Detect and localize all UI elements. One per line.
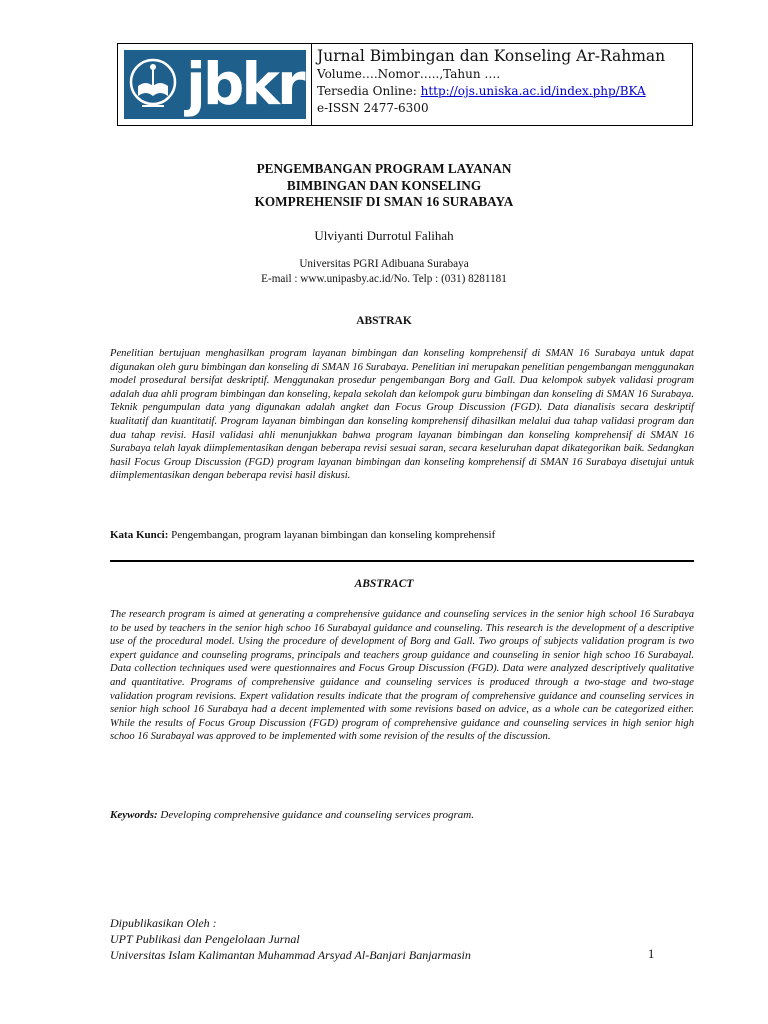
online-label: Tersedia Online: xyxy=(317,84,421,98)
book-emblem-icon xyxy=(128,56,178,112)
institution: Universitas PGRI Adibuana Surabaya xyxy=(299,258,469,270)
section-divider xyxy=(110,560,694,562)
keywords-text: Developing comprehensive guidance and counseling services program. xyxy=(157,809,474,821)
journal-url-link[interactable]: http://ojs.uniska.ac.id/index.php/BKA xyxy=(420,84,646,98)
logo-wordmark: jbkr xyxy=(186,50,303,118)
kata-kunci-text: Pengembangan, program layanan bimbingan dan konseling komprehensif xyxy=(168,529,496,541)
header-divider xyxy=(311,44,312,125)
kata-kunci-label: Kata Kunci: xyxy=(110,529,169,541)
title-line-2: BIMBINGAN DAN KONSELING xyxy=(286,177,482,193)
page-number: 1 xyxy=(648,947,655,961)
abstrak-heading: ABSTRAK xyxy=(356,315,412,327)
abstract-heading: ABSTRACT xyxy=(354,578,414,590)
journal-header xyxy=(117,43,693,126)
footer-line-2: UPT Publikasi dan Pengelolaan Jurnal xyxy=(110,932,300,946)
volume-line: Volume….Nomor…..,Tahun …. xyxy=(317,67,501,81)
title-line-1: PENGEMBANGAN PROGRAM LAYANAN xyxy=(256,161,512,176)
contact-info: E-mail : www.unipasby.ac.id/No. Telp : (031) 8281181 xyxy=(261,273,507,285)
author-name: Ulviyanti Durrotul Falihah xyxy=(314,228,454,243)
issn-line: e-ISSN 2477-6300 xyxy=(317,101,429,115)
affiliation xyxy=(0,257,768,287)
title-line-3: KOMPREHENSIF DI SMAN 16 SURABAYA xyxy=(254,194,514,209)
abstract-body: The research program is aimed at generating a comprehensive guidance and counseling services in the senior high school 16 Surabaya to be used by teachers in the senior high schoo 16 Surabayal guidance and counseling. This research is the development of a descriptive use of the procedural model. Using the procedure of development of Borg and Gall. Two groups of subjects validation program is two expert guidance and counseling programs, principals and teachers group guidance and counseling in senior high schoo 16 Surabayal. Data collection techniques used were questionnaires and Focus Group Discussion (FGD). Data were analyzed descriptively qualitative and quantitative. Programs of comprehensive guidance and counseling services is produced through a two-stage and two-stage validation program revisions. Expert validation results indicate that the program of comprehensive guidance and counseling services in senior high school 16 Surabaya had a decent implemented with some revisions based on advice, as a whole can be categorized either. While the results of Focus Group Discussion (FGD) program of comprehensive guidance and counseling services in high senior high schoo 16 Surabayal was approved to be implemented with some revision of the results of the discussion. xyxy=(110,609,694,743)
abstrak-body: Penelitian bertujuan menghasilkan program layanan bimbingan dan konseling komprehensif di SMAN 16 Surabaya untuk dapat digunakan oleh guru bimbingan dan konseling di SMAN 16 Surabaya. Penelitian ini merupakan penelitian pengembangan menggunakan model prosedural bersifat deskriptif. Menggunakan prosedur pengembangan Borg and Gall. Dua kelompok subyek validasi program adalah dua ahli program bimbingan dan konseling, kepala sekolah dan kelompok guru bimbingan dan konseling di SMAN 16 Surabaya. Teknik pengumpulan data yang digunakan adalah angket dan Focus Group Discussion (FGD). Data dianalisis secara deskriptif kualitatif dan kuantitatif. Program layanan bimbingan dan konseling komprehensif dihasilkan melalui dua tahap validasi program dan dua tahap revisi. Hasil validasi ahli menunjukkan bahwa program layanan bimbingan dan konseling komprehensif di SMAN 16 Surabaya telah layak diimplementasikan dengan beberapa revisi sesuai saran, secara keseluruhan dapat dikategorikan baik. Sedangkan hasil Focus Group Discussion (FGD) program layanan bimbingan dan konseling komprehensif di SMAN 16 Surabaya disetujui untuk diimplementasikan dengan beberapa revisi hasil diskusi. xyxy=(110,348,694,482)
paper-title xyxy=(0,161,768,211)
publisher-footer xyxy=(110,915,694,963)
keywords-label: Keywords: xyxy=(110,809,158,821)
kata-kunci xyxy=(110,528,694,542)
footer-line-1: Dipublikasikan Oleh : xyxy=(110,916,217,930)
footer-line-3: Universitas Islam Kalimantan Muhammad Arsyad Al-Banjari Banjarmasin xyxy=(110,948,471,962)
journal-title: Jurnal Bimbingan dan Konseling Ar-Rahman xyxy=(317,47,666,65)
online-line xyxy=(317,83,687,100)
journal-logo xyxy=(124,50,306,119)
journal-info xyxy=(317,44,687,117)
keywords xyxy=(110,808,694,822)
